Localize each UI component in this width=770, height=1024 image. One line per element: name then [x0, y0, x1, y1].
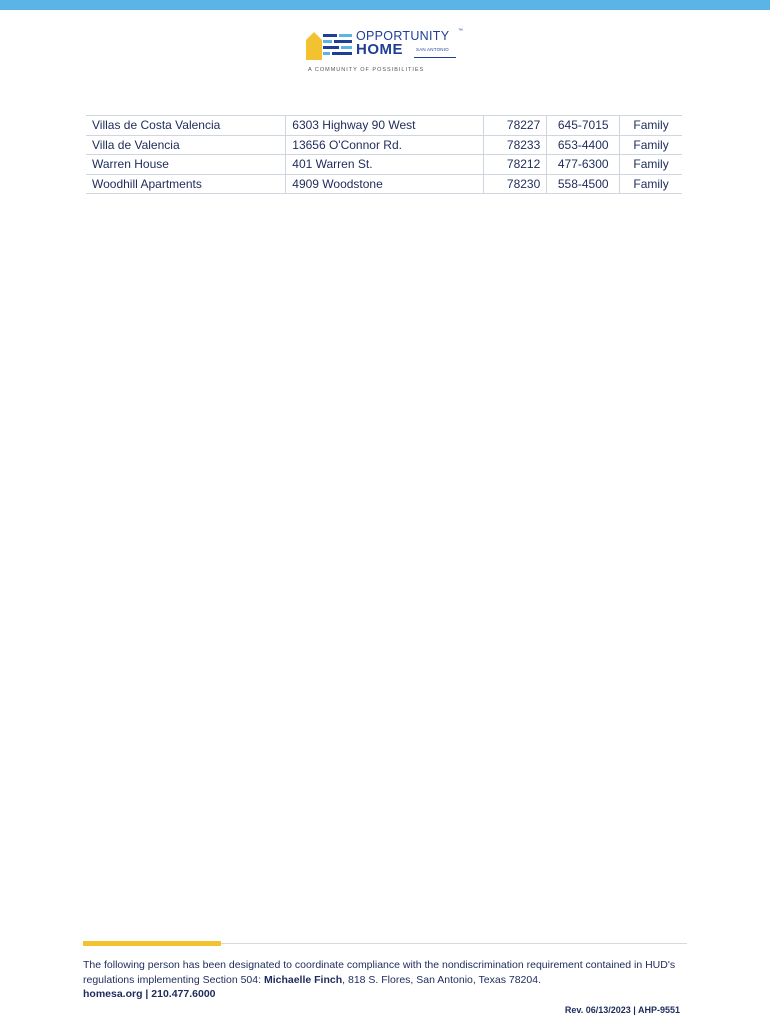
- logo-location: SAN ANTONIO: [416, 47, 449, 52]
- table-row: [86, 155, 682, 175]
- contact-info: homesa.org | 210.477.6000: [83, 988, 216, 1000]
- opportunity-home-logo: [306, 28, 466, 78]
- property-address: 6303 Highway 90 West: [286, 116, 484, 136]
- logo-word-opportunity: OPPORTUNITY: [356, 29, 450, 43]
- table-row: [86, 116, 682, 136]
- footer-divider: [221, 943, 687, 944]
- footer-accent-rule: [83, 941, 221, 946]
- property-type: Family: [620, 135, 682, 155]
- property-zip: 78233: [484, 135, 547, 155]
- house-logo-icon: [306, 30, 354, 60]
- property-address: 4909 Woodstone: [286, 174, 484, 194]
- property-name: Woodhill Apartments: [86, 174, 286, 194]
- property-address: 401 Warren St.: [286, 155, 484, 175]
- property-type: Family: [620, 116, 682, 136]
- coordinator-address: , 818 S. Flores, San Antonio, Texas 78204.: [342, 974, 541, 986]
- property-phone: 558-4500: [547, 174, 620, 194]
- property-address: 13656 O'Connor Rd.: [286, 135, 484, 155]
- property-name: Villa de Valencia: [86, 135, 286, 155]
- property-phone: 477-6300: [547, 155, 620, 175]
- table-row: [86, 174, 682, 194]
- coordinator-name: Michaelle Finch: [263, 974, 343, 986]
- logo-underline: [414, 57, 456, 58]
- logo-tagline: A COMMUNITY OF POSSIBILITIES: [308, 67, 425, 73]
- property-name: Villas de Costa Valencia: [86, 116, 286, 136]
- property-type: Family: [620, 174, 682, 194]
- property-listings-table: [86, 115, 682, 194]
- logo-word-home: HOME: [356, 41, 403, 58]
- property-zip: 78227: [484, 116, 547, 136]
- table-row: [86, 135, 682, 155]
- notice-text: The following person has been designated to coordinate compliance with the nondiscrimination requirement contained in HUD's regulations implementing Section 504:: [83, 959, 676, 986]
- nondiscrimination-notice: [83, 958, 683, 988]
- property-phone: 653-4400: [547, 135, 620, 155]
- revision-label: Rev. 06/13/2023 | AHP-9551: [564, 1005, 680, 1015]
- logo-trademark: ™: [458, 28, 463, 34]
- property-zip: 78212: [484, 155, 547, 175]
- property-name: Warren House: [86, 155, 286, 175]
- property-type: Family: [620, 155, 682, 175]
- property-phone: 645-7015: [547, 116, 620, 136]
- property-zip: 78230: [484, 174, 547, 194]
- top-color-bar: [0, 0, 770, 10]
